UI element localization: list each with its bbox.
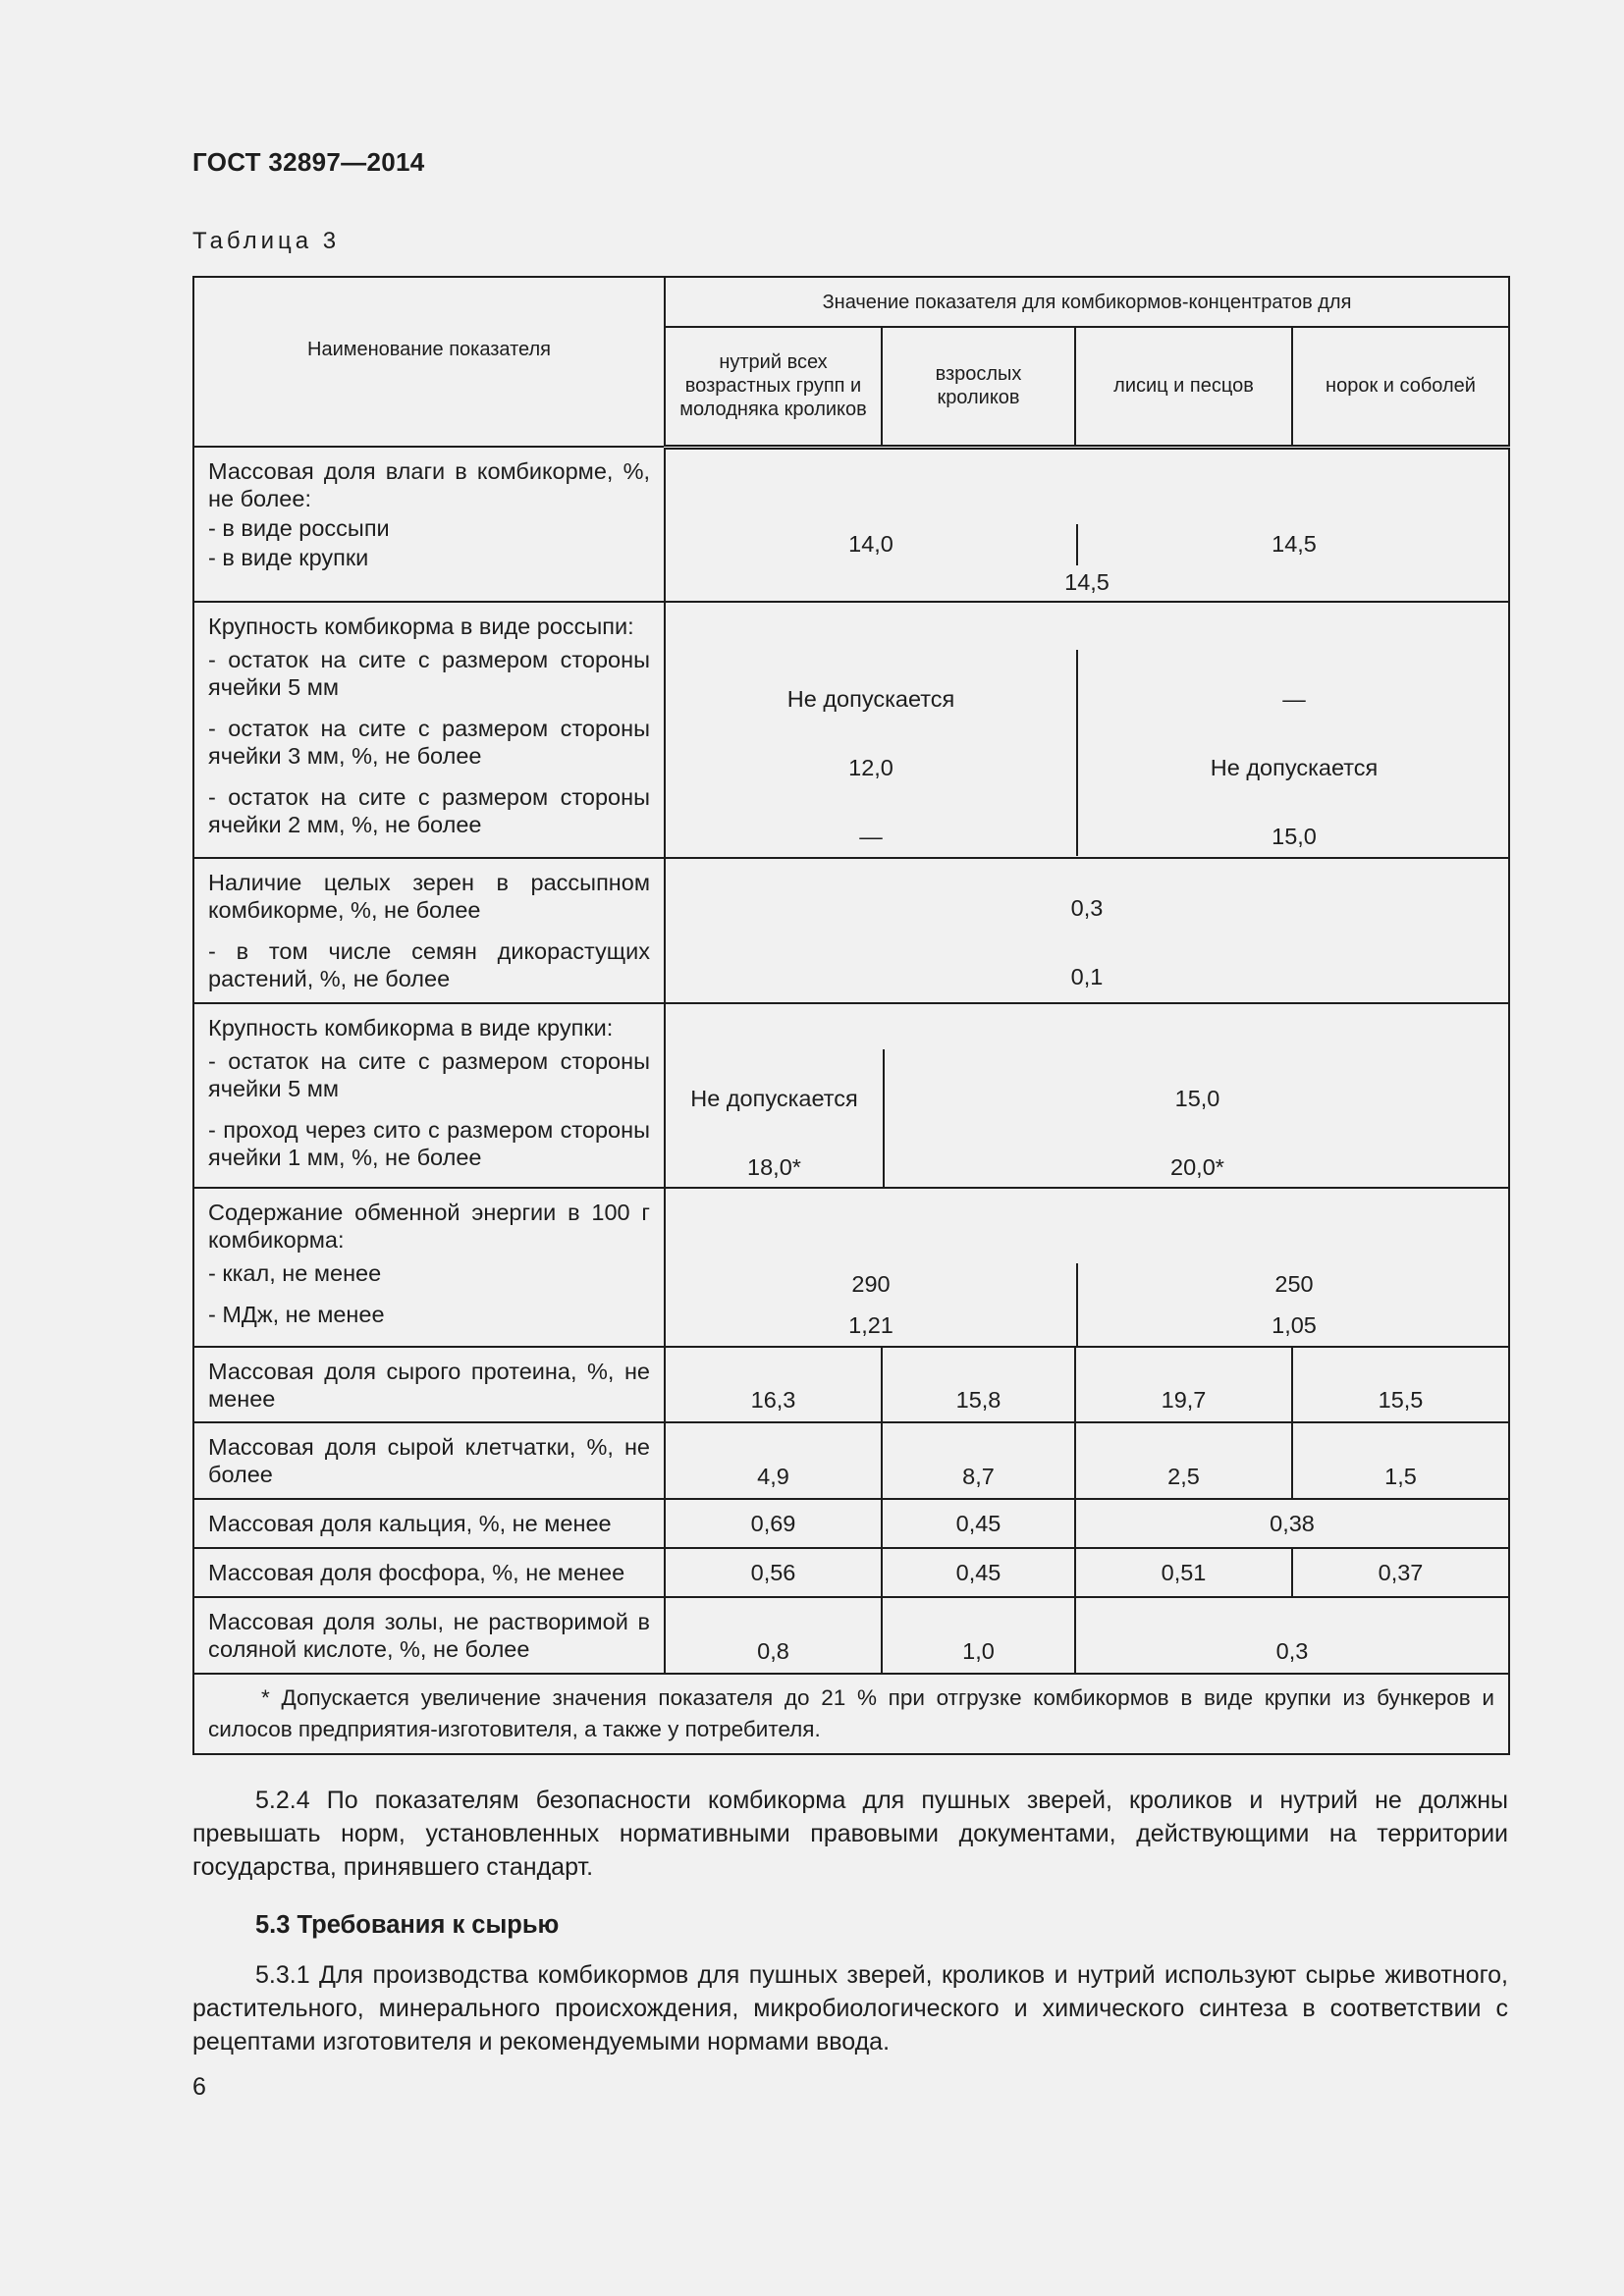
value-cell: 14,0 [848, 531, 893, 557]
value-cell: 1,21 [848, 1311, 893, 1338]
value-cell: 0,45 [882, 1548, 1075, 1597]
table-row [193, 1347, 1509, 1422]
row-label: Наличие целых зерен в рассыпном комбикорме, %, не более - в том числе семян дикорастущих растений, %, не более [193, 858, 665, 1003]
table-footnote-row [193, 1674, 1509, 1754]
col-header-nutria: нутрий всех возрастных групп и молодняка кроликов [665, 327, 882, 447]
page-number: 6 [192, 2073, 206, 2101]
value-cell: 0,8 [665, 1597, 882, 1674]
row-label: Массовая доля кальция, %, не менее [193, 1499, 665, 1548]
row-label: Массовая доля золы, не растворимой в соляной кислоте, %, не более [193, 1597, 665, 1674]
value-cell: 18,0* [747, 1154, 801, 1180]
col-header-foxes: лисиц и песцов [1075, 327, 1292, 447]
value-cell: 1,05 [1076, 1305, 1510, 1346]
value-cell: 15,5 [1292, 1347, 1509, 1422]
table-row [193, 1188, 1509, 1347]
value-cell: 15,8 [882, 1347, 1075, 1422]
row-label: Массовая доля сырой клетчатки, %, не более [193, 1422, 665, 1499]
value-cell: 2,5 [1075, 1422, 1292, 1499]
value-cell: 0,37 [1292, 1548, 1509, 1597]
value-cell: — [1076, 650, 1510, 719]
value-cell: 14,5 [1064, 569, 1110, 595]
value-cell: 1,5 [1292, 1422, 1509, 1499]
table-row [193, 447, 1509, 602]
paragraph-5-3-1: 5.3.1 Для производства комбикормов для пушных зверей, кроликов и нутрий используют сырье животного, растительного, минерального происхождения, микробиологического и химического синтеза в соответствии с рецептами изготовителя и рекомендуемыми нормами ввода. [192, 1961, 1508, 2056]
col-header-adult-rabbits: взрослых кроликов [882, 327, 1075, 447]
table-row [193, 1499, 1509, 1548]
table-row [193, 1003, 1509, 1188]
value-cell: Не допускается [786, 686, 955, 712]
value-cell: 20,0* [883, 1118, 1510, 1187]
row-label: Массовая доля влаги в комбикорме, %, не более: - в виде россыпи - в виде крупки [193, 447, 665, 602]
table-row [193, 858, 1509, 1003]
value-cell: 0,51 [1075, 1548, 1292, 1597]
value-cell: — [859, 824, 883, 849]
value-cell: 1,0 [882, 1597, 1075, 1674]
value-cell: 290 [851, 1270, 891, 1297]
group-header: Значение показателя для комбикормов-концентратов для [665, 277, 1509, 327]
value-cell: 0,56 [665, 1548, 882, 1597]
row-label: Крупность комбикорма в виде крупки: - остаток на сите с размером стороны ячейки 5 мм - проход через сито с размером стороны ячейки 1 мм, %, не более [193, 1003, 665, 1188]
row-label: Крупность комбикорма в виде россыпи: - остаток на сите с размером стороны ячейки 5 мм - остаток на сите с размером стороны ячейки 3 мм, %, не более - остаток на сите с размером стороны ячейки 2 мм, %, не более [193, 602, 665, 858]
value-cell: 0,38 [1075, 1499, 1509, 1548]
table-row [193, 602, 1509, 858]
value-cell: 0,1 [1070, 964, 1104, 989]
row-label: Содержание обменной энергии в 100 г комбикорма: - ккал, не менее - МДж, не менее [193, 1188, 665, 1347]
value-cell: 0,69 [665, 1499, 882, 1548]
value-cell: 16,3 [665, 1347, 882, 1422]
table-caption: Таблица 3 [192, 228, 341, 254]
value-cell: 15,0 [1076, 787, 1510, 856]
requirements-table [192, 276, 1508, 1755]
table-footnote: * Допускается увеличение значения показателя до 21 % при отгрузке комбикормов в виде крупки из бункеров и силосов предприятия-изготовителя, а также у потребителя. [208, 1685, 1494, 1741]
value-cell: 250 [1076, 1263, 1510, 1305]
value-cell: 15,0 [883, 1049, 1510, 1118]
value-cell: 0,3 [1075, 1597, 1509, 1674]
row-label: Массовая доля сырого протеина, %, не менее [193, 1347, 665, 1422]
col-name-header: Наименование показателя [193, 277, 665, 447]
value-cell: 0,45 [882, 1499, 1075, 1548]
value-cell: 8,7 [882, 1422, 1075, 1499]
value-cell: 14,5 [1076, 524, 1510, 565]
table-row [193, 1548, 1509, 1597]
table-row [193, 1422, 1509, 1499]
value-cell: 19,7 [1075, 1347, 1292, 1422]
document-header: ГОСТ 32897—2014 [192, 147, 425, 177]
value-cell: Не допускается [1076, 719, 1510, 787]
value-cell: 0,3 [1070, 895, 1104, 921]
col-header-minks: норок и соболей [1292, 327, 1509, 447]
paragraph-5-2-4: 5.2.4 По показателям безопасности комбикорма для пушных зверей, кроликов и нутрий не должны превышать норм, установленных нормативными правовыми документами, действующими на территории государства, принявшего стандарт. [192, 1787, 1508, 1881]
table-row [193, 1597, 1509, 1674]
section-heading-5-3: 5.3 Требования к сырью [255, 1911, 560, 1939]
value-cell: Не допускается [690, 1086, 858, 1111]
value-cell: 12,0 [848, 755, 893, 780]
value-cell: 4,9 [665, 1422, 882, 1499]
row-label: Массовая доля фосфора, %, не менее [193, 1548, 665, 1597]
